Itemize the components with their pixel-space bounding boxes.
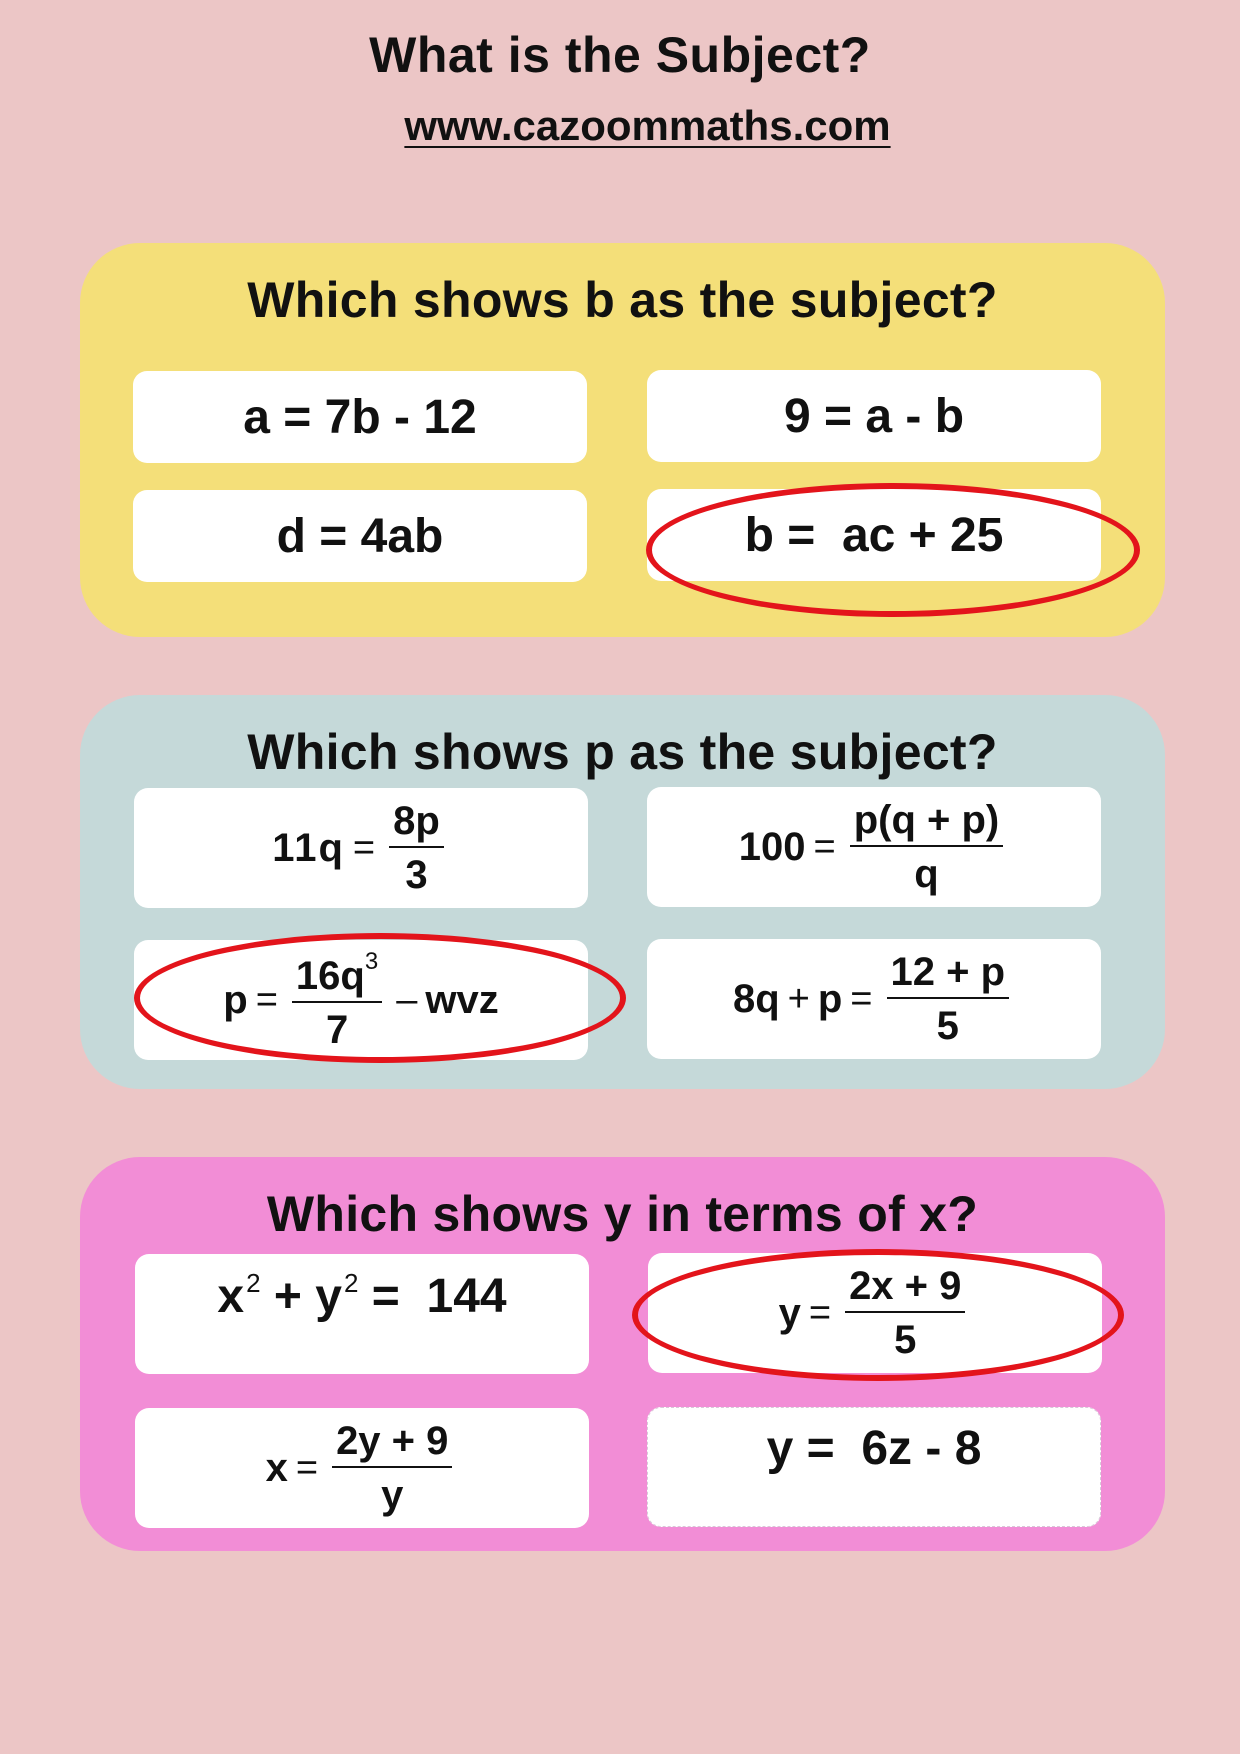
fraction	[887, 951, 1010, 1047]
option-text: a = 7b - 12	[243, 390, 477, 444]
option-card[interactable]	[133, 371, 587, 463]
answer-ring	[632, 1249, 1124, 1381]
equals-sign: =	[813, 825, 836, 868]
fraction-denominator: y	[381, 1473, 404, 1517]
question-title: Which shows b as the subject?	[247, 272, 998, 328]
equation-lhs: 8q	[732, 976, 780, 1021]
question-title: Which shows y in terms of x?	[266, 1186, 979, 1242]
fraction-denominator: 5	[894, 1318, 917, 1362]
plus-sign: +	[260, 1270, 316, 1323]
option-card[interactable]	[133, 490, 587, 582]
exponent: 2	[343, 1268, 359, 1298]
option-text: 9 = a - b	[783, 389, 965, 443]
option-text: b = ac + 25	[744, 508, 1004, 562]
equation-lhs: y	[778, 1290, 801, 1335]
fraction-numerator: 2y + 9	[332, 1420, 452, 1468]
equation-lhs: 100	[738, 824, 806, 869]
equals-sign: =	[808, 1291, 832, 1334]
equals-sign: =	[255, 978, 278, 1021]
fraction	[389, 800, 444, 896]
plus-sign: +	[787, 977, 810, 1020]
equation-lhs-term: p	[817, 976, 843, 1021]
numerator-exponent: 3	[364, 948, 379, 975]
equation-rest: = 144	[358, 1270, 507, 1323]
equation-lhs: x	[265, 1445, 288, 1490]
equation	[266, 1420, 459, 1516]
numerator-base: 16q	[295, 954, 365, 998]
option-card[interactable]	[135, 1408, 589, 1528]
answer-ring	[646, 483, 1140, 617]
question-panel-p-subject	[80, 695, 1165, 1089]
term-x: x	[217, 1270, 245, 1323]
option-card[interactable]	[647, 1407, 1101, 1527]
page-title: What is the Subject?	[369, 27, 871, 83]
equation	[272, 800, 450, 896]
fraction-numerator: 8p	[389, 800, 444, 848]
fraction-numerator: 12 + p	[887, 951, 1010, 999]
equation-lhs: p	[223, 977, 248, 1022]
equation	[739, 799, 1009, 895]
question-panel-y-in-terms-of-x	[80, 1157, 1165, 1551]
option-card[interactable]	[135, 1254, 589, 1374]
equation-lhs: 11q	[272, 825, 345, 870]
fraction	[850, 799, 1004, 895]
option-card[interactable]	[647, 939, 1101, 1059]
term-y: y	[315, 1270, 342, 1323]
fraction-denominator: 5	[936, 1004, 959, 1048]
option-card[interactable]	[134, 788, 588, 908]
equation-tail: wvz	[425, 977, 499, 1022]
equals-sign: =	[850, 977, 873, 1020]
fraction-numerator: p(q + p)	[850, 799, 1004, 847]
exponent: 2	[246, 1268, 261, 1298]
fraction-numerator: 2x + 9	[845, 1265, 965, 1313]
fraction-denominator: 3	[405, 853, 428, 897]
option-text: d = 4ab	[276, 509, 444, 563]
fraction	[332, 1420, 452, 1516]
answer-ring	[134, 933, 626, 1063]
option-card[interactable]	[647, 787, 1101, 907]
equals-sign: =	[295, 1446, 319, 1489]
website-link[interactable]: www.cazoommaths.com	[404, 102, 891, 149]
equation	[217, 1268, 506, 1324]
fraction-denominator: q	[914, 852, 939, 896]
option-card[interactable]	[647, 370, 1101, 462]
fraction-denominator: 7	[325, 1008, 349, 1052]
equals-sign: =	[352, 826, 376, 869]
option-text: y = 6z - 8	[766, 1422, 982, 1475]
question-panel-b-subject	[80, 243, 1165, 637]
minus-sign: –	[396, 978, 418, 1021]
equation	[733, 951, 1015, 1047]
question-title: Which shows p as the subject?	[247, 724, 998, 780]
